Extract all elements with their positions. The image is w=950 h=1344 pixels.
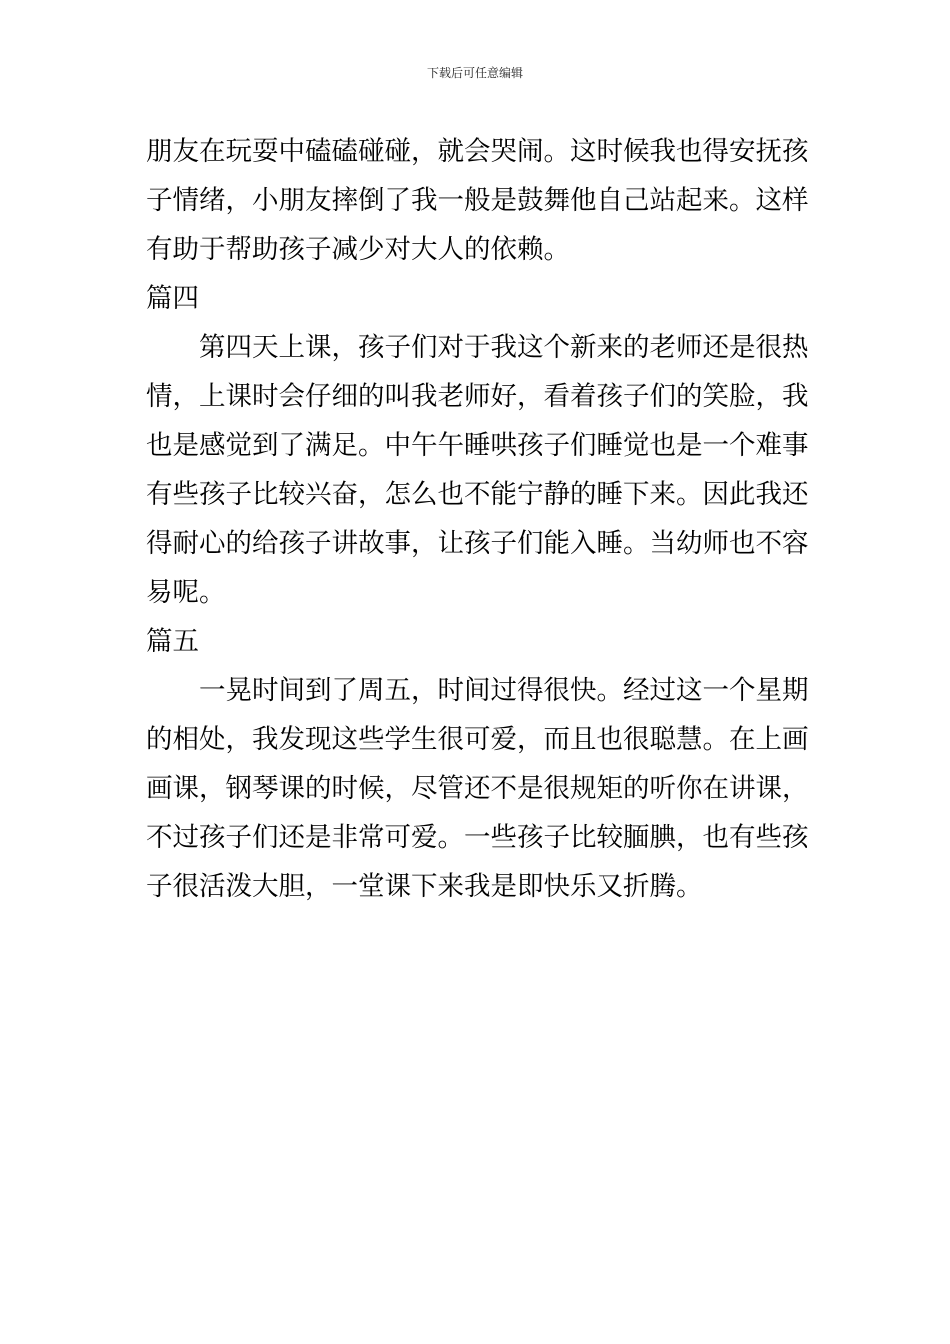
- body-line: 易呢。: [146, 577, 226, 608]
- body-line: 第四天上课，孩子们对于我这个新来的老师还是很热: [199, 332, 809, 363]
- body-line: 不过孩子们还是非常可爱。一些孩子比较腼腆，也有些孩: [146, 822, 809, 853]
- body-line: 子很活泼大胆，一堂课下来我是即快乐又折腾。: [146, 871, 703, 902]
- page-header: 下载后可任意编辑: [426, 66, 523, 80]
- section-heading-5: 篇五: [146, 626, 199, 657]
- body-line: 有些孩子比较兴奋，怎么也不能宁静的睡下来。因此我还: [146, 479, 809, 510]
- body-line: 子情绪，小朋友摔倒了我一般是鼓舞他自己站起来。这样: [146, 185, 809, 216]
- body-line: 朋友在玩耍中磕磕碰碰，就会哭闹。这时候我也得安抚孩: [146, 136, 809, 167]
- body-line: 情，上课时会仔细的叫我老师好，看着孩子们的笑脸，我: [146, 381, 809, 412]
- body-line: 的相处，我发现这些学生很可爱，而且也很聪慧。在上画: [146, 724, 809, 755]
- body-line: 得耐心的给孩子讲故事，让孩子们能入睡。当幼师也不容: [146, 528, 809, 559]
- body-line: 有助于帮助孩子减少对大人的依赖。: [146, 234, 570, 265]
- document-body: [146, 127, 809, 911]
- body-line: 一晃时间到了周五，时间过得很快。经过这一个星期: [199, 675, 809, 706]
- body-line: 也是感觉到了满足。中午午睡哄孩子们睡觉也是一个难事: [146, 430, 809, 461]
- section-heading-4: 篇四: [146, 283, 199, 314]
- body-line: 画课，钢琴课的时候，尽管还不是很规矩的听你在讲课，: [146, 773, 809, 804]
